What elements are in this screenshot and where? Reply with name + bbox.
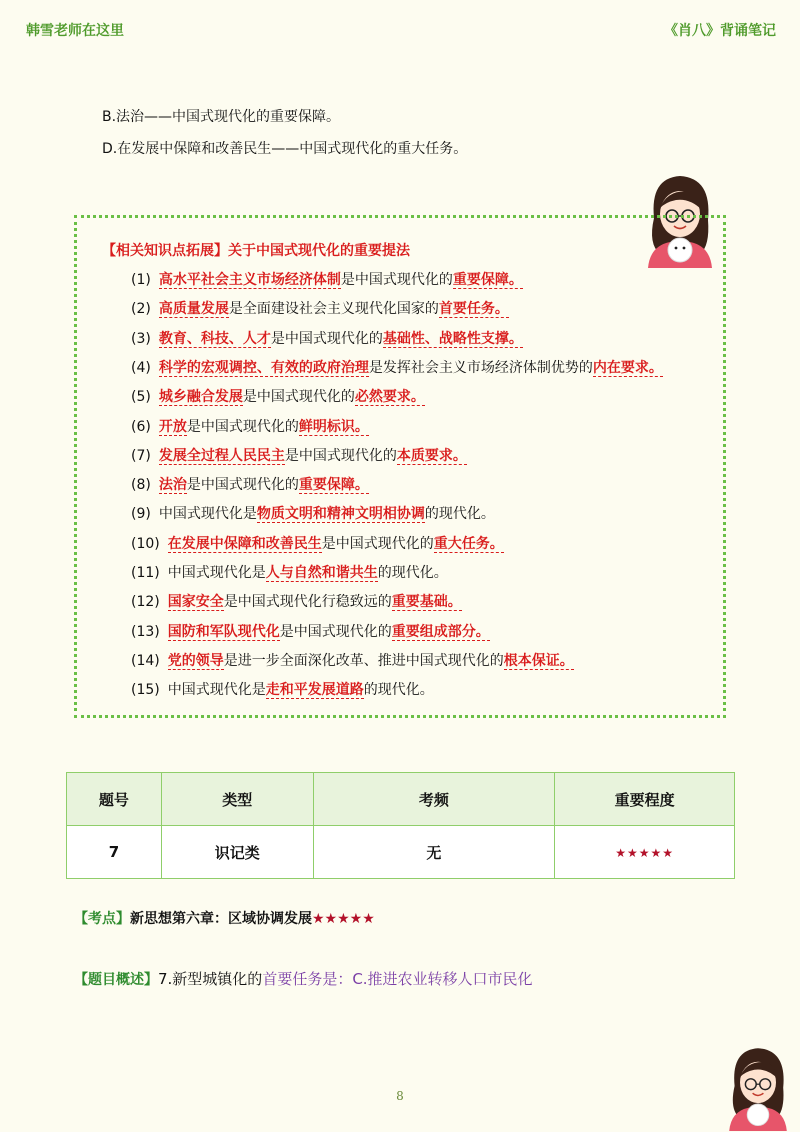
plain-text: 是中国式现代化的 (284, 447, 397, 464)
option-b: B.法治——中国式现代化的重要保障。 (102, 109, 341, 125)
plain-text: 中国式现代化是 (158, 506, 257, 523)
plain-text: 是全面建设社会主义现代化国家的 (228, 301, 439, 318)
list-item (131, 679, 434, 699)
plain-text: 是中国式现代化的 (321, 535, 434, 552)
header-frequency: 考频 (313, 773, 555, 826)
question-summary (74, 968, 533, 989)
list-item-number: (7) (131, 447, 151, 464)
highlight-text: 鲜明标识。 (298, 418, 369, 435)
highlight-text: 国家安全 (167, 594, 224, 611)
list-item-number: (15) (131, 682, 160, 699)
list-item-number: (1) (131, 272, 151, 288)
highlight-text: 重要组成部分。 (391, 623, 490, 640)
list-item (131, 328, 523, 348)
header-importance: 重要程度 (555, 773, 735, 826)
list-item-number: (3) (131, 330, 151, 347)
list-item (131, 650, 574, 670)
plain-text: 是中国式现代化的 (186, 418, 299, 435)
exam-point (74, 908, 375, 928)
list-item (131, 445, 467, 465)
highlight-text: 教育、科技、人才 (158, 330, 271, 347)
cell-type: 识记类 (161, 826, 313, 879)
list-item-number: (6) (131, 418, 151, 435)
list-item (131, 591, 462, 611)
list-item-number: (13) (131, 623, 160, 640)
highlight-text: 必然要求。 (354, 389, 425, 406)
summary-answer: 首要任务是：C.推进农业转移人口市民化 (262, 970, 533, 988)
teacher-avatar-bottom-icon (722, 1040, 794, 1132)
highlight-text: 本质要求。 (396, 447, 467, 464)
list-item-number: (2) (131, 301, 151, 318)
highlight-text: 重要保障。 (452, 272, 523, 288)
summary-tag: 【题目概述】 (74, 972, 158, 988)
list-item (131, 386, 425, 406)
highlight-text: 内在要求。 (592, 359, 663, 376)
list-item (131, 298, 509, 318)
cell-importance-stars: ★★★★★ (555, 826, 735, 879)
highlight-text: 根本保证。 (503, 652, 574, 669)
highlight-text: 高质量发展 (158, 301, 229, 318)
highlight-text: 国防和军队现代化 (167, 623, 280, 640)
question-info-table (66, 772, 735, 879)
table-header-row (67, 773, 735, 826)
highlight-text: 在发展中保障和改善民生 (167, 535, 322, 552)
list-item-number: (4) (131, 359, 151, 376)
box-title: 【相关知识点拓展】关于中国式现代化的重要提法 (102, 243, 410, 259)
exam-point-text: 新思想第六章：区域协调发展 (130, 911, 312, 927)
highlight-text: 走和平发展道路 (265, 682, 364, 699)
list-item-number: (10) (131, 535, 160, 552)
plain-text: 中国式现代化是 (167, 682, 266, 699)
highlight-text: 基础性、战略性支撑。 (382, 330, 523, 347)
list-item (131, 621, 490, 641)
plain-text: 中国式现代化是 (167, 565, 266, 581)
list-item (131, 562, 448, 582)
header-book-title: 《肖八》背诵笔记 (664, 23, 776, 39)
highlight-text: 物质文明和精神文明相协调 (256, 506, 425, 523)
highlight-text: 首要任务。 (438, 301, 509, 318)
highlight-text: 重要保障。 (298, 477, 369, 494)
list-item-number: (8) (131, 477, 151, 494)
cell-frequency: 无 (313, 826, 555, 879)
highlight-text: 重要基础。 (391, 594, 462, 611)
header-type: 类型 (161, 773, 313, 826)
plain-text: 是中国式现代化的 (340, 272, 453, 288)
knowledge-expansion-box (74, 215, 726, 718)
highlight-text: 党的领导 (167, 652, 224, 669)
plain-text: 是中国式现代化的 (186, 477, 299, 494)
highlight-text: 法治 (158, 477, 187, 494)
highlight-text: 发展全过程人民民主 (158, 447, 285, 464)
plain-text: 是进一步全面深化改革、推进中国式现代化的 (223, 652, 504, 669)
table-row (67, 826, 735, 879)
highlight-text: 高水平社会主义市场经济体制 (158, 272, 341, 288)
list-item (131, 533, 504, 553)
list-item (131, 503, 495, 523)
list-item-number: (5) (131, 389, 151, 406)
page-number: 8 (396, 1089, 404, 1103)
exam-point-stars: ★★★★★ (312, 911, 375, 927)
plain-text: 是中国式现代化行稳致远的 (223, 594, 392, 611)
highlight-text: 开放 (158, 418, 187, 435)
highlight-text: 人与自然和谐共生 (265, 565, 378, 581)
highlight-text: 城乡融合发展 (158, 389, 243, 406)
plain-text: 是中国式现代化的 (279, 623, 392, 640)
list-item-number: (11) (131, 565, 160, 581)
list-item-number: (12) (131, 594, 160, 611)
highlight-text: 重大任务。 (433, 535, 504, 552)
cell-question-number: 7 (67, 826, 162, 879)
highlight-text: 科学的宏观调控、有效的政府治理 (158, 359, 369, 376)
plain-text: 的现代化。 (377, 565, 448, 581)
exam-point-tag: 【考点】 (74, 911, 130, 927)
list-item (131, 357, 663, 377)
header-question-number: 题号 (67, 773, 162, 826)
list-item-number: (9) (131, 506, 151, 523)
list-item (131, 416, 369, 436)
plain-text: 是发挥社会主义市场经济体制优势的 (368, 359, 593, 376)
option-d: D.在发展中保障和改善民生——中国式现代化的重大任务。 (102, 141, 468, 157)
plain-text: 是中国式现代化的 (242, 389, 355, 406)
plain-text: 是中国式现代化的 (270, 330, 383, 347)
list-item-number: (14) (131, 652, 160, 669)
list-item (131, 474, 369, 494)
plain-text: 的现代化。 (424, 506, 495, 523)
plain-text: 的现代化。 (363, 682, 434, 699)
list-item (131, 269, 523, 289)
summary-text: 7.新型城镇化的 (158, 970, 263, 988)
header-author: 韩雪老师在这里 (26, 23, 124, 39)
